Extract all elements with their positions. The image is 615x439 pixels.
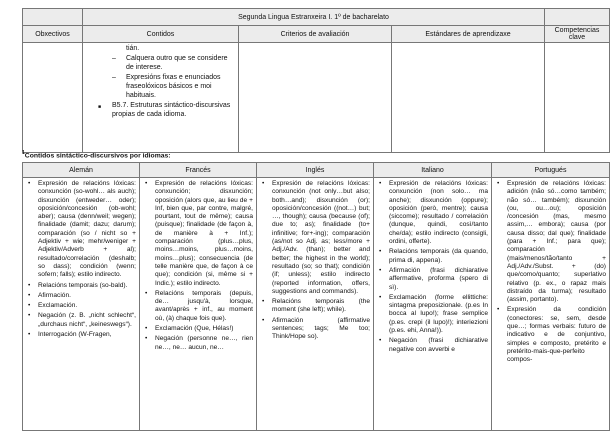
languages-body-row xyxy=(23,178,610,431)
language-cell-frances xyxy=(140,178,257,431)
footnote-mark: 1 xyxy=(22,150,25,156)
bullet-item: • Negación (z. B. „nicht schlecht“, „durchaus nicht“, „keineswegs“). xyxy=(26,312,136,329)
criteria-cell xyxy=(239,43,392,153)
language-header: Alemán xyxy=(23,163,140,178)
contents-list xyxy=(98,45,235,119)
standards-cell xyxy=(392,43,545,153)
column-header: Contidos xyxy=(83,26,239,43)
bullet-list xyxy=(260,180,370,342)
language-header: Italiano xyxy=(374,163,492,178)
bullet-item: • Afirmación. xyxy=(26,292,136,300)
list-item-text: Calquera outro que se considere de interese. xyxy=(126,55,228,71)
curriculum-table xyxy=(22,8,610,153)
list-item-text: B5.7. Estruturas sintáctico-discursivas propias de cada idioma. xyxy=(112,101,231,118)
bullet-item: • Expresión de relacións lóxicas: conxunción; disxunción; oposición (alors que, au lieu de + Inf, bien que, par contre, malgré, pourtant, tout de même); causa (puisque); finalidade (de façon à, de manière à + Inf.); comparación (plus…plus, moins…moins, plus…moins, moins…plus); consecuencia (de telle manière que, de façon à ce que); condición (si, même si + Indic.); estilo indirecto. xyxy=(143,180,253,288)
language-cell-aleman xyxy=(23,178,140,431)
bullet-item: • Expresión da condición (conectores: se, sem, desde que…; formas verbais: futuro de indicativo e de conjuntivo, simples e composto, pretérito e pretérito-mais-que-perfeito compos- xyxy=(495,306,606,364)
languages-header-row xyxy=(23,163,610,178)
list-marker: – xyxy=(112,55,116,63)
column-header: Estándares de aprendizaxe xyxy=(392,26,545,43)
competences-cell xyxy=(545,43,610,153)
bullet-list xyxy=(143,180,253,352)
table-title: Segunda Lingua Estranxeira I. 1º de bacharelato xyxy=(83,9,545,26)
column-header: Competencias clave xyxy=(545,26,610,43)
bullet-list xyxy=(377,180,488,354)
bullet-item: • Expresión de relacións lóxicas: conxunción (non solo… ma anche); disxunción (oppure); oposición (però, mentre); causa (siccome); resultado / correlación (dunque, quindi, così/tanto che/da); estilo indirecto (consigli, ordini, offerte). xyxy=(377,180,488,246)
bullet-item: • Exclamación. xyxy=(26,302,136,310)
column-header-row xyxy=(23,26,610,43)
language-cell-italiano xyxy=(374,178,492,431)
list-item-text: Expresións fixas e enunciados fraseolóxicos básicos e moi habituais. xyxy=(126,74,221,99)
language-header: Inglés xyxy=(257,163,374,178)
list-item xyxy=(112,45,235,54)
list-item-text: tián. xyxy=(126,45,140,52)
bullet-item: • Relacións temporais (so-bald). xyxy=(26,282,136,290)
list-item xyxy=(112,55,235,72)
bullet-list xyxy=(26,180,136,339)
bullet-item: • Expresión de relacións lóxicas: conxunción (so-wohl… als auch); disxunción (entweder… oder); oposición/concesión (ob-wohl; aber); causa (denn/weil; wegen); finalidade (damit; dazu; darum); comparación (so / nicht so + Adjektiv + wie; mehr/weniger + Adjektiv/Adverb + al); resultado/correlación (deshalb; so dass); condición (wenn; sofern; falls); estilo indirecto. xyxy=(26,180,136,280)
bullet-item: • Exclamación (forme ellittiche: sintagma preposizionale. (p.es In bocca al lupo!); frase semplice (p.es. crepi (il lupo)!); interiezioni (p.es. ehi, Anna!)). xyxy=(377,294,488,335)
language-cell-ingles xyxy=(257,178,374,431)
bullet-item: • Exclamación (Que, Hélas!) xyxy=(143,325,253,333)
list-item xyxy=(98,102,235,119)
bullet-item: • Negación (frasi dichiarative negative con avverbi e xyxy=(377,337,488,354)
bullet-item: • Negación (personne ne…, rien ne…, ne… aucun, ne… xyxy=(143,335,253,352)
language-header: Portugués xyxy=(492,163,610,178)
bullet-item: • Relacións temporais (the moment (she left); while). xyxy=(260,298,370,315)
footnote-text: Contidos sintáctico-discursivos por idiomas: xyxy=(24,152,171,160)
column-header: Obxectivos xyxy=(23,26,83,43)
content-row xyxy=(23,43,610,153)
bullet-list xyxy=(495,180,606,365)
bullet-item: • Afirmación (frasi dichiarative affermative, proforma (spero di sì). xyxy=(377,267,488,292)
bullet-item: • Interrogación (W-Fragen, xyxy=(26,331,136,339)
column-header: Criterios de avaliación xyxy=(239,26,392,43)
table-title-spacer-right xyxy=(545,9,610,26)
footnote xyxy=(22,150,171,159)
list-marker: ■ xyxy=(98,103,102,110)
list-marker: – xyxy=(112,74,116,82)
bullet-item: • Expresión de relacións lóxicas: conxunción (not only…but also; both…and); disxunción (or); oposición/concesión ((not…) but; …, though); causa (because (of); due to; as); finalidade (to+ infinitive; for+-ing); comparación (as/not so Adj. as; less/more + Adj./Adv. (than); better and better; the highest in the world); resultado (so; so that); condición (if; unless); estilo indirecto (reported information, offers, suggestions and commands). xyxy=(260,180,370,296)
table-title-spacer xyxy=(23,9,83,26)
language-cell-portugues xyxy=(492,178,610,431)
language-header: Francés xyxy=(140,163,257,178)
table-title-row xyxy=(23,9,610,26)
bullet-item: • Relacións temporais (depuis, de… jusqu'à, lorsque, avant/après + inf., au moment où, (à) chaque fois que). xyxy=(143,290,253,323)
bullet-item: • Relacións temporais (da quando, prima di, appena). xyxy=(377,248,488,265)
languages-table xyxy=(22,162,610,431)
bullet-item: • Afirmación (affirmative sentences; tags; Me too; Think/Hope so). xyxy=(260,317,370,342)
objectives-cell xyxy=(23,43,83,153)
list-item xyxy=(112,74,235,100)
bullet-item: • Expresión de relacións lóxicas: adición (não só…como também; não só… também); disxunción (ou, ou…ou); oposición /concesión (mas, mesmo assim,… embora); causa (por causa disso; dal que); finalidade (para + Inf.; para que); comparación (mais/menos/tão/tanto + Adj./Adv./Subst. + (do) que/como/quanto; superlativo relativo (p. ex., o rapaz mais distraído da turma); resultado (assim, portanto). xyxy=(495,180,606,304)
contents-cell xyxy=(83,43,239,153)
